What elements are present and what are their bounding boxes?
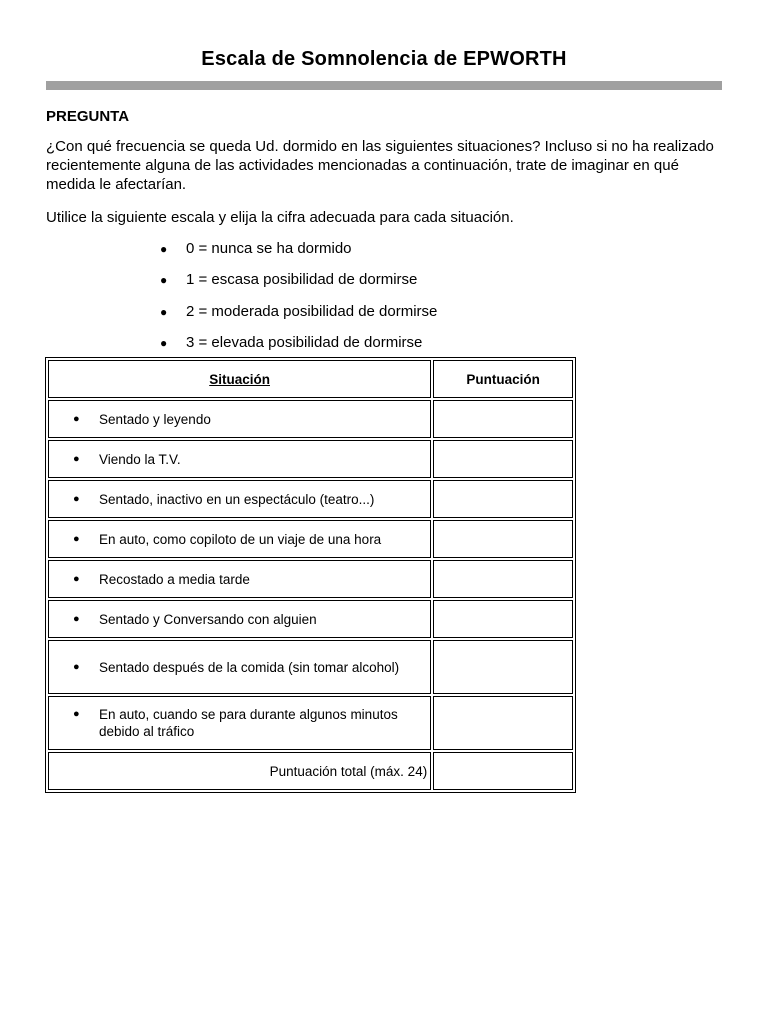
situation-cell	[48, 440, 431, 478]
page-title: Escala de Somnolencia de EPWORTH	[201, 48, 567, 70]
bullet-icon: ●	[73, 660, 80, 673]
table-row	[48, 400, 573, 438]
score-cell[interactable]	[433, 520, 573, 558]
bullet-icon: ●	[73, 612, 80, 625]
total-score-cell[interactable]	[433, 752, 573, 790]
bullet-icon: ●	[160, 242, 168, 256]
situation-label: Recostado a media tarde	[99, 571, 250, 587]
situation-cell	[48, 696, 431, 750]
total-row	[48, 752, 573, 790]
situation-cell	[48, 640, 431, 694]
question-heading: PREGUNTA	[46, 108, 130, 125]
scale-item	[160, 238, 437, 269]
scale-item	[160, 301, 437, 332]
situation-label: Sentado y Conversando con alguien	[99, 611, 317, 627]
scale-item-label: 2 = moderada posibilidad de dormirse	[186, 302, 438, 320]
score-cell[interactable]	[433, 560, 573, 598]
situation-cell	[48, 560, 431, 598]
bullet-icon: ●	[73, 572, 80, 585]
score-cell[interactable]	[433, 400, 573, 438]
bullet-icon: ●	[73, 532, 80, 545]
bullet-icon: ●	[160, 273, 168, 288]
scale-list	[160, 238, 437, 363]
table-row	[48, 560, 573, 598]
table-row	[48, 696, 573, 750]
situation-cell	[48, 400, 431, 438]
situation-label: Sentado y leyendo	[99, 411, 211, 427]
situation-label: Viendo la T.V.	[99, 451, 181, 467]
score-cell[interactable]	[433, 480, 573, 518]
table-row	[48, 480, 573, 518]
instruction-text: Utilice la siguiente escala y elija la cifra adecuada para cada situación.	[46, 209, 514, 226]
situation-cell	[48, 600, 431, 638]
epworth-table	[45, 357, 576, 793]
score-column-header: Puntuación	[433, 360, 573, 398]
score-cell[interactable]	[433, 640, 573, 694]
bullet-icon: ●	[73, 708, 80, 720]
table-row	[48, 440, 573, 478]
table-header-row	[48, 360, 573, 398]
situation-label: Sentado después de la comida (sin tomar alcohol)	[99, 659, 400, 675]
bullet-icon: ●	[160, 304, 168, 319]
scale-item	[160, 269, 437, 300]
question-text: ¿Con qué frecuencia se queda Ud. dormido en las siguientes situaciones? Incluso si no ha realizado recientemente alguna de las actividades mencionadas a continuación, trate de imaginar en qué medida le afectarían.	[46, 138, 714, 193]
table-row	[48, 520, 573, 558]
scale-item-label: 3 = elevada posibilidad de dormirse	[186, 333, 423, 351]
title-divider	[46, 81, 722, 90]
bullet-icon: ●	[73, 412, 80, 425]
score-cell[interactable]	[433, 600, 573, 638]
bullet-icon: ●	[160, 335, 168, 350]
situation-cell	[48, 520, 431, 558]
situation-cell	[48, 480, 431, 518]
bullet-icon: ●	[73, 492, 80, 505]
situation-label: En auto, cuando se para durante algunos minutos debido al tráfico	[99, 707, 398, 739]
situation-column-header: Situación	[48, 360, 431, 398]
situation-label: Sentado, inactivo en un espectáculo (teatro...)	[99, 491, 375, 507]
situation-label: En auto, como copiloto de un viaje de una hora	[99, 531, 382, 547]
table-row	[48, 640, 573, 694]
total-label: Puntuación total (máx. 24)	[48, 752, 431, 790]
score-cell[interactable]	[433, 696, 573, 750]
table-row	[48, 600, 573, 638]
score-cell[interactable]	[433, 440, 573, 478]
bullet-icon: ●	[73, 452, 80, 465]
scale-item-label: 1 = escasa posibilidad de dormirse	[186, 271, 418, 289]
scale-item-label: 0 = nunca se ha dormido	[186, 240, 352, 257]
